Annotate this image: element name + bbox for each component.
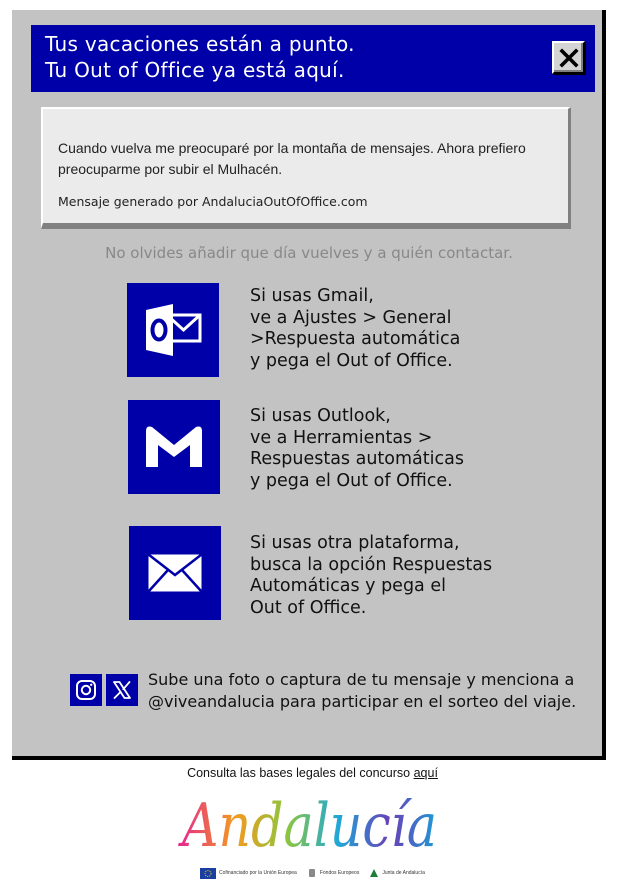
junta-logo	[369, 868, 425, 878]
step-3-line: busca la opción Respuestas	[250, 554, 493, 575]
step-1-line: y pega el Out of Office.	[250, 350, 453, 371]
gmail-icon	[128, 400, 220, 494]
step-3-text	[250, 533, 492, 619]
logo-wordmark: Andalucía	[177, 791, 437, 861]
junta-icon	[369, 868, 379, 878]
step-3-line: Si usas otra plataforma,	[250, 533, 460, 553]
eu-flag-icon	[200, 868, 216, 879]
step-2-line: Respuestas automáticas	[250, 449, 464, 469]
funder-label: Cofinanciado por la Unión Europea	[219, 870, 297, 876]
step-1-line: Si usas Gmail,	[250, 286, 374, 306]
x-icon[interactable]	[106, 674, 138, 706]
outlook-icon	[127, 283, 219, 377]
out-of-office-window	[12, 10, 606, 760]
title-line-1: Tus vacaciones están a punto.	[45, 32, 355, 56]
funder-label: Junta de Andalucía	[382, 870, 425, 876]
social-line-2: @viveandalucia para participar en el sorteo del viaje.	[148, 691, 577, 711]
step-2-text	[250, 406, 464, 492]
step-1-line: ve a Ajustes > General	[250, 307, 452, 328]
step-1-text	[250, 286, 460, 372]
step-3-line: Automáticas y pega el	[250, 576, 446, 596]
social-line-1: Sube una foto o captura de tu mensaje y menciona a	[148, 670, 575, 689]
crest-icon	[307, 868, 317, 878]
social-instructions	[148, 669, 576, 712]
message-signature: Mensaje generado por AndaluciaOutOfOffice.com	[58, 194, 368, 209]
step-2-line: ve a Herramientas >	[250, 427, 433, 448]
funder-label: Fondos Europeos	[319, 870, 360, 876]
step-1-line: >Respuesta automática	[250, 329, 461, 349]
andalucia-logo	[178, 790, 443, 862]
step-2-line: Si usas Outlook,	[250, 406, 391, 426]
instagram-icon[interactable]	[70, 674, 102, 706]
fondos-logo	[307, 868, 359, 878]
legal-text: Consulta las bases legales del concurso	[187, 766, 414, 780]
legal-link[interactable]: aquí	[413, 766, 438, 780]
close-icon	[559, 48, 579, 68]
legal-footer	[0, 766, 625, 780]
title-line-2: Tu Out of Office ya está aquí.	[45, 58, 345, 82]
close-button[interactable]	[552, 41, 585, 74]
message-body: Cuando vuelva me preocuparé por la montaña de mensajes. Ahora prefiero preocuparme por subir el Mulhacén.	[58, 140, 526, 177]
generated-message-box[interactable]	[41, 107, 571, 229]
hint-text: No olvides añadir que día vuelves y a quién contactar.	[105, 244, 513, 262]
title-bar	[31, 25, 595, 92]
step-2-line: y pega el Out of Office.	[250, 470, 453, 491]
envelope-icon	[129, 526, 221, 620]
funders-strip	[200, 866, 425, 880]
eu-flag-logo	[200, 868, 297, 879]
step-3-line: Out of Office.	[250, 597, 367, 618]
